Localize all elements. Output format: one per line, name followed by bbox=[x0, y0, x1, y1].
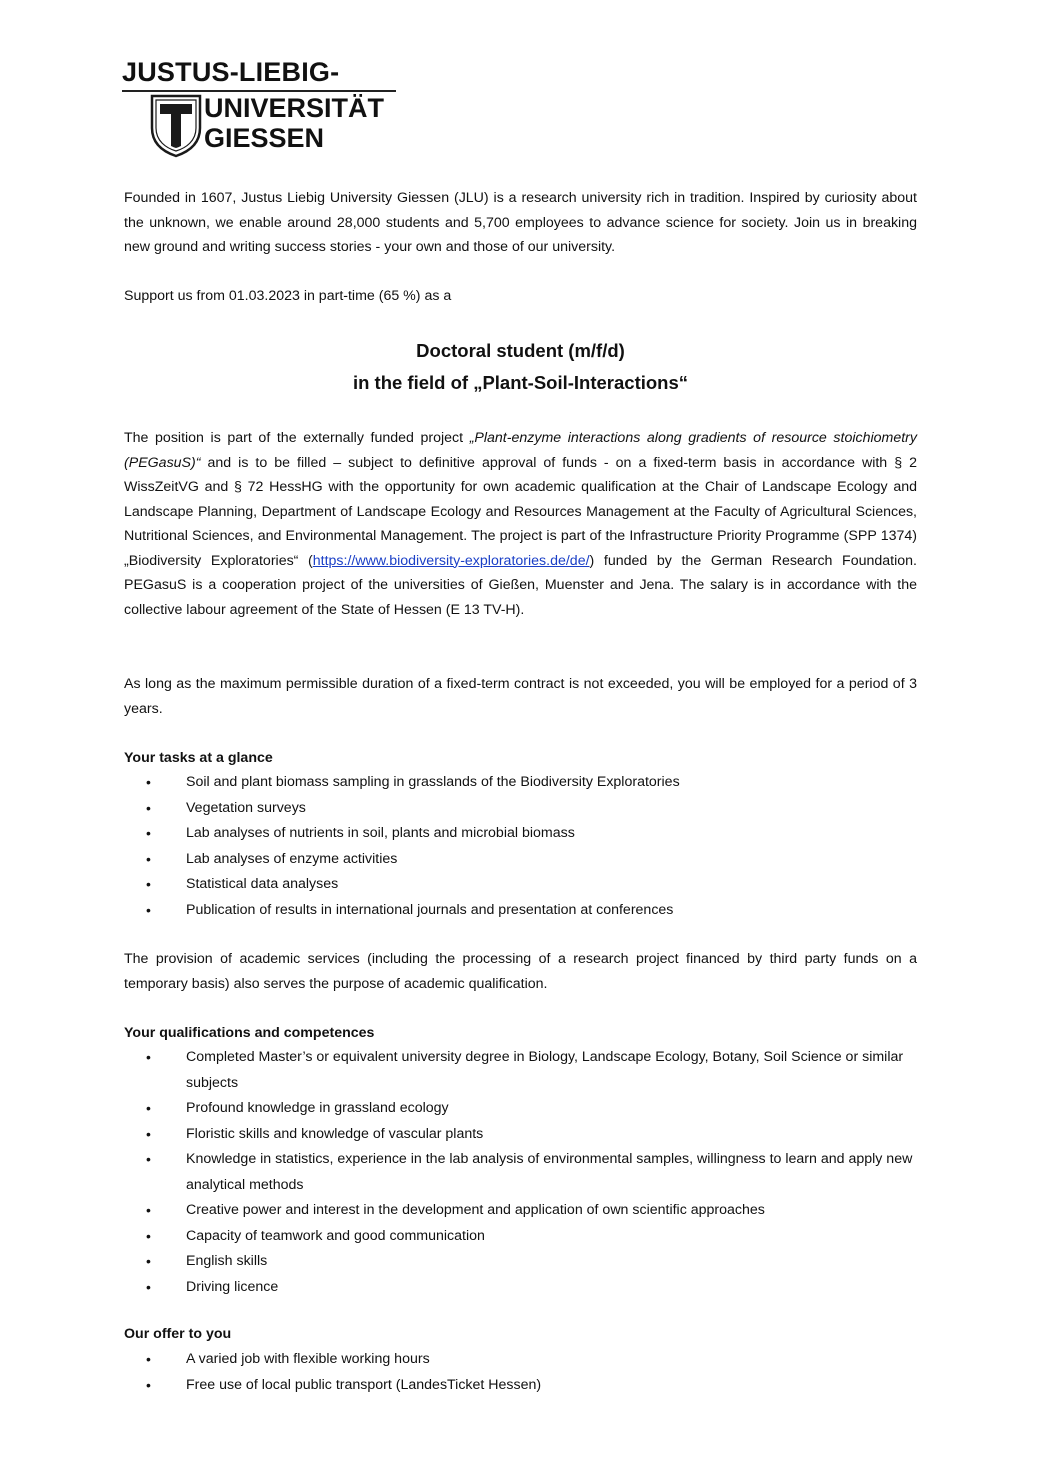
bullet-icon: • bbox=[146, 1376, 151, 1393]
bullet-icon: • bbox=[146, 1253, 151, 1269]
position-paragraph bbox=[124, 426, 917, 622]
tasks-heading: Your tasks at a glance bbox=[124, 750, 273, 766]
job-title: Doctoral student (m/f/d) bbox=[416, 340, 625, 361]
position-text-1: The position is part of the externally funded project bbox=[124, 430, 470, 446]
list-item: • Creative power and interest in the development and application of own scientific approaches bbox=[124, 1198, 917, 1224]
offer-heading: Our offer to you bbox=[124, 1326, 232, 1342]
bullet-icon: • bbox=[146, 1125, 151, 1142]
logo-line-2: UNIVERSITÄT bbox=[204, 93, 385, 123]
list-item: • Capacity of teamwork and good communication bbox=[124, 1224, 917, 1250]
list-item: • Knowledge in statistics, experience in the lab analysis of environmental samples, willingness to learn and apply new analytical methods bbox=[124, 1147, 917, 1198]
exploratories-link[interactable]: https://www.biodiversity-exploratories.de/de/ bbox=[312, 552, 590, 569]
position-text-2: and is to be filled – subject to definitive approval of funds - on a fixed-term basis in accordance with § 2 WissZeitVG and § 72 HessHG with the opportunity for own academic qualification at the Chair of Landscape Ecology and Landscape Planning, Department of Landscape Ecology and Resources Management at the Faculty of Agricultural Sciences, Nutritional Sciences, and Environmental Management. The project is part of the Infrastructure Priority Programme (SPP 1374) „Biodiversity Exploratories“ ( bbox=[124, 454, 917, 569]
list-item: • Completed Master’s or equivalent university degree in Biology, Landscape Ecology, Botany, Soil Science or similar subjects bbox=[124, 1045, 917, 1096]
bullet-icon: • bbox=[146, 1278, 151, 1295]
university-logo bbox=[122, 58, 402, 160]
list-item: • English skills bbox=[124, 1249, 917, 1275]
logo-line-1: JUSTUS-LIEBIG- bbox=[122, 57, 340, 87]
services-paragraph: The provision of academic services (including the processing of a research project financed by third party funds on a temporary basis) also serves the purpose of academic qualification. bbox=[124, 951, 917, 992]
bullet-icon: • bbox=[146, 825, 151, 841]
list-item: • Floristic skills and knowledge of vascular plants bbox=[124, 1122, 917, 1148]
list-item: • Driving licence bbox=[124, 1275, 917, 1301]
list-item: • Lab analyses of enzyme activities bbox=[124, 847, 917, 873]
bullet-icon: • bbox=[146, 850, 151, 867]
list-item: • Free use of local public transport (LandesTicket Hessen) bbox=[124, 1373, 917, 1399]
support-line: Support us from 01.03.2023 in part-time (65 %) as a bbox=[124, 288, 452, 304]
logo-line-3: GIESSEN bbox=[204, 123, 325, 153]
offer-list bbox=[124, 1347, 917, 1398]
bullet-icon: • bbox=[146, 799, 151, 816]
bullet-icon: • bbox=[146, 901, 151, 918]
list-item: • Publication of results in international journals and presentation at conferences bbox=[124, 898, 917, 924]
list-item: • Profound knowledge in grassland ecology bbox=[124, 1096, 917, 1122]
bullet-icon: • bbox=[146, 1049, 151, 1065]
bullet-icon: • bbox=[146, 1202, 151, 1218]
job-field: in the field of „Plant-Soil-Interactions“ bbox=[352, 372, 689, 393]
bullet-icon: • bbox=[146, 1100, 151, 1116]
list-item: • Soil and plant biomass sampling in grasslands of the Biodiversity Exploratories bbox=[124, 770, 917, 796]
bullet-icon: • bbox=[146, 774, 151, 790]
intro-paragraph: Founded in 1607, Justus Liebig University Giessen (JLU) is a research university rich in tradition. Inspired by curiosity about the unknown, we enable around 28,000 students and 5,700 employees to advance science for society. Join us in breaking new ground and writing success stories - your own and those of our university. bbox=[124, 190, 917, 255]
project-name: „Plant-enzyme interactions along gradients of resource stoichiometry (PEGasuS)“ bbox=[124, 430, 917, 471]
bullet-icon: • bbox=[146, 1351, 151, 1367]
bullet-icon: • bbox=[146, 1151, 151, 1167]
duration-paragraph: As long as the maximum permissible duration of a fixed-term contract is not exceeded, you will be employed for a period of 3 years. bbox=[124, 676, 917, 717]
list-item: • Vegetation surveys bbox=[124, 796, 917, 822]
shield-icon bbox=[150, 94, 202, 158]
qualifications-list bbox=[124, 1045, 917, 1300]
list-item: • Lab analyses of nutrients in soil, plants and microbial biomass bbox=[124, 821, 917, 847]
bullet-icon: • bbox=[146, 1227, 151, 1244]
list-item: • Statistical data analyses bbox=[124, 872, 917, 898]
qualifications-heading: Your qualifications and competences bbox=[124, 1025, 375, 1041]
logo-rule bbox=[122, 90, 396, 92]
tasks-list bbox=[124, 770, 917, 923]
list-item: • A varied job with flexible working hours bbox=[124, 1347, 917, 1373]
bullet-icon: • bbox=[146, 876, 151, 892]
position-text-3: ) funded by the German Research Foundation. PEGasuS is a cooperation project of the universities of Gießen, Muenster and Jena. The salary is in accordance with the collective labour agreement of the State of Hessen (E 13 TV-H). bbox=[124, 552, 917, 618]
